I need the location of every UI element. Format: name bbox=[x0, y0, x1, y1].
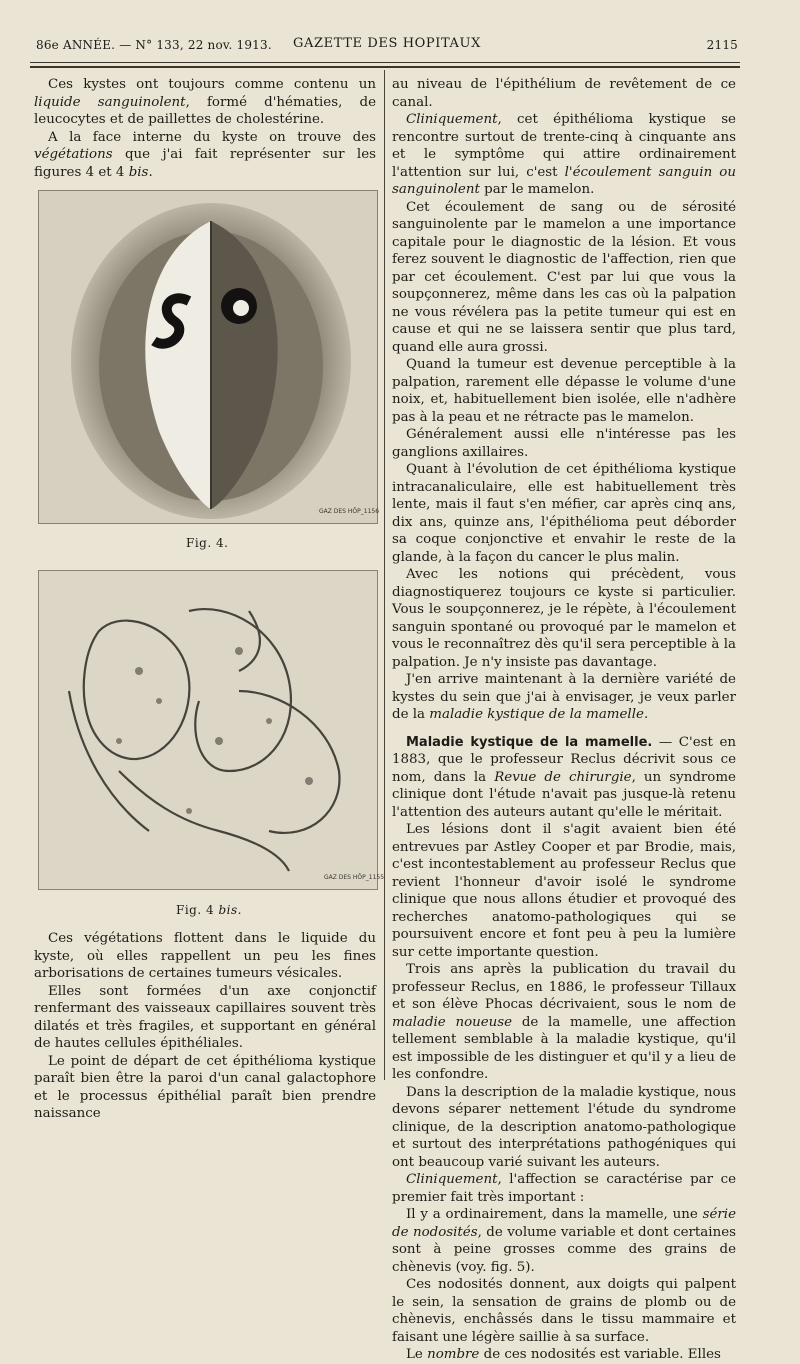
paragraph: Ces végétations flottent dans le liquide du kyste, où elles rappellent un peu les fines arborisations de certaines tumeurs vésicales. bbox=[34, 931, 376, 981]
header-rule-double bbox=[30, 66, 740, 68]
paragraph: Avec les notions qui précèdent, vous diagnostiquerez toujours ce kyste si particulier. Vous le soupçonnerez, je le répète, à l'écoulement sanguin spontané ou provoqué par le mamelon et vous le reconnaîtrez dès qu'il sera perceptible à la palpation. Je n'y insiste pas davantage. bbox=[392, 567, 736, 670]
figure-mark: GAZ DES HÔP_1156 bbox=[319, 508, 380, 515]
paragraph: Dans la description de la maladie kystique, nous devons séparer nettement l'étude du syndrome clinique, de la description anatomo-pathologique et surtout des interprétations pathogéniques qui ont beaucoup varié suivant les auteurs. bbox=[392, 1084, 736, 1170]
paragraph: Elles sont formées d'un axe conjonctif renfermant des vaisseaux capillaires souvent très dilatés et très fragiles, et supportant en général de hautes cellules épithéliales. bbox=[34, 983, 376, 1051]
running-header bbox=[36, 36, 738, 56]
left-column-bottom bbox=[34, 930, 376, 1123]
issue-info: 86e ANNÉE. — N° 133, 22 nov. 1913. bbox=[36, 38, 272, 52]
paragraph: A la face interne du kyste on trouve des végétations que j'ai fait représenter sur les figures 4 et 4 bis. bbox=[34, 129, 376, 180]
figure-mark: GAZ DES HÔP_1155 bbox=[324, 874, 385, 881]
paragraph: Quand la tumeur est devenue perceptible à la palpation, rarement elle dépasse le volume d'une noix, et, habituellement bien isolée, elle n'adhère pas à la peau et ne rétracte pas le mamelon. bbox=[392, 357, 736, 425]
section-heading: Maladie kystique de la mamelle. bbox=[406, 734, 653, 750]
paragraph: Cliniquement, l'affection se caractérise par ce premier fait très important : bbox=[392, 1172, 736, 1205]
paragraph: Cet écoulement de sang ou de sérosité sanguinolente par le mamelon a une importance capitale pour le diagnostic de la lésion. Et vous ferez souvent le diagnostic de l'affection, rien que par cet écoulement. C'est par lui que vous la soupçonnerez, même dans les cas où la palpation ne vous révélera pas la petite tumeur qui est en cause et qui ne se laissera sentir que plus tard, quand elle aura grossi. bbox=[392, 199, 736, 355]
paragraph: Il y a ordinairement, dans la mamelle, une série de nodosités, de volume variable et dont certaines sont à peine grosses comme des grains de chènevis (voy. fig. 5). bbox=[392, 1207, 736, 1275]
paragraph: Maladie kystique de la mamelle. — C'est en 1883, que le professeur Reclus décrivit sous ce nom, dans la Revue de chirurgie, un syndrome clinique dont l'étude n'avait pas jusque-là retenu l'attention des auteurs autant qu'elle le méritait. bbox=[392, 734, 736, 820]
paragraph: Ces nodosités donnent, aux doigts qui palpent le sein, la sensation de grains de plomb ou de chènevis, enchâssés dans le tissu mammaire et faisant une légère saillie à sa surface. bbox=[392, 1277, 736, 1345]
vegetation-drawing bbox=[39, 571, 385, 889]
figure-4-bis-caption: Fig. 4 bis. bbox=[176, 903, 242, 917]
left-column-top bbox=[34, 76, 376, 181]
paragraph: Quant à l'évolution de cet épithélioma kystique intracanaliculaire, elle est habituellement très lente, mais il faut s'en méfier, car après cinq ans, dix ans, quinze ans, l'épithélioma peut déborder sa coque conjonctive et envahir le reste de la glande, à la façon du cancer le plus malin. bbox=[392, 462, 736, 565]
journal-title: GAZETTE DES HOPITAUX bbox=[293, 36, 481, 51]
paragraph: au niveau de l'épithélium de revêtement de ce canal. bbox=[392, 77, 736, 110]
column-divider bbox=[384, 70, 385, 1080]
paragraph: Ces kystes ont toujours comme contenu un liquide sanguinolent, formé d'hématies, de leucocytes et de paillettes de cholestérine. bbox=[34, 77, 377, 127]
paragraph: J'en arrive maintenant à la dernière variété de kystes du sein que j'ai à envisager, je veux parler de la maladie kystique de la mamelle. bbox=[392, 672, 736, 722]
paragraph: Le nombre de ces nodosités est variable. Elles bbox=[406, 1347, 721, 1362]
paragraph: Les lésions dont il s'agit avaient bien été entrevues par Astley Cooper et par Brodie, mais, c'est incontestablement au professeur Reclus que revient l'honneur d'avoir isolé le syndrome clinique que nous allons étudier et provoqué des recherches anatomo-pathologiques qui se poursuivent encore et font peu à peu la lumière sur cette importante question. bbox=[392, 822, 736, 960]
paragraph: Trois ans après la publication du travail du professeur Reclus, en 1886, le professeur Tillaux et son élève Phocas décrivaient, sous le nom de maladie noueuse de la mamelle, une affection tellement semblable à la maladie kystique, qu'il est impossible de les distinguer et qu'il y a lieu de les confondre. bbox=[392, 962, 736, 1082]
cyst-drawing bbox=[39, 191, 380, 523]
figure-4-caption: Fig. 4. bbox=[186, 536, 229, 550]
figure-4-bis-illustration bbox=[38, 570, 385, 890]
paragraph: Cliniquement, cet épithélioma kystique se rencontre surtout de trente-cinq à cinquante ans et le symptôme qui attire ordinairement l'attention sur lui, c'est l'écoulement sanguin ou sanguinolent par le mamelon. bbox=[392, 112, 736, 197]
header-rule bbox=[30, 62, 740, 63]
figure-4-illustration bbox=[38, 190, 378, 524]
paragraph: Généralement aussi elle n'intéresse pas les ganglions axillaires. bbox=[392, 427, 736, 460]
paragraph: Le point de départ de cet épithélioma kystique paraît bien être la paroi d'un canal galactophore et le processus épithélial paraît bien prendre naissance bbox=[34, 1053, 376, 1121]
right-column bbox=[392, 76, 736, 1364]
page-number: 2115 bbox=[706, 38, 738, 52]
